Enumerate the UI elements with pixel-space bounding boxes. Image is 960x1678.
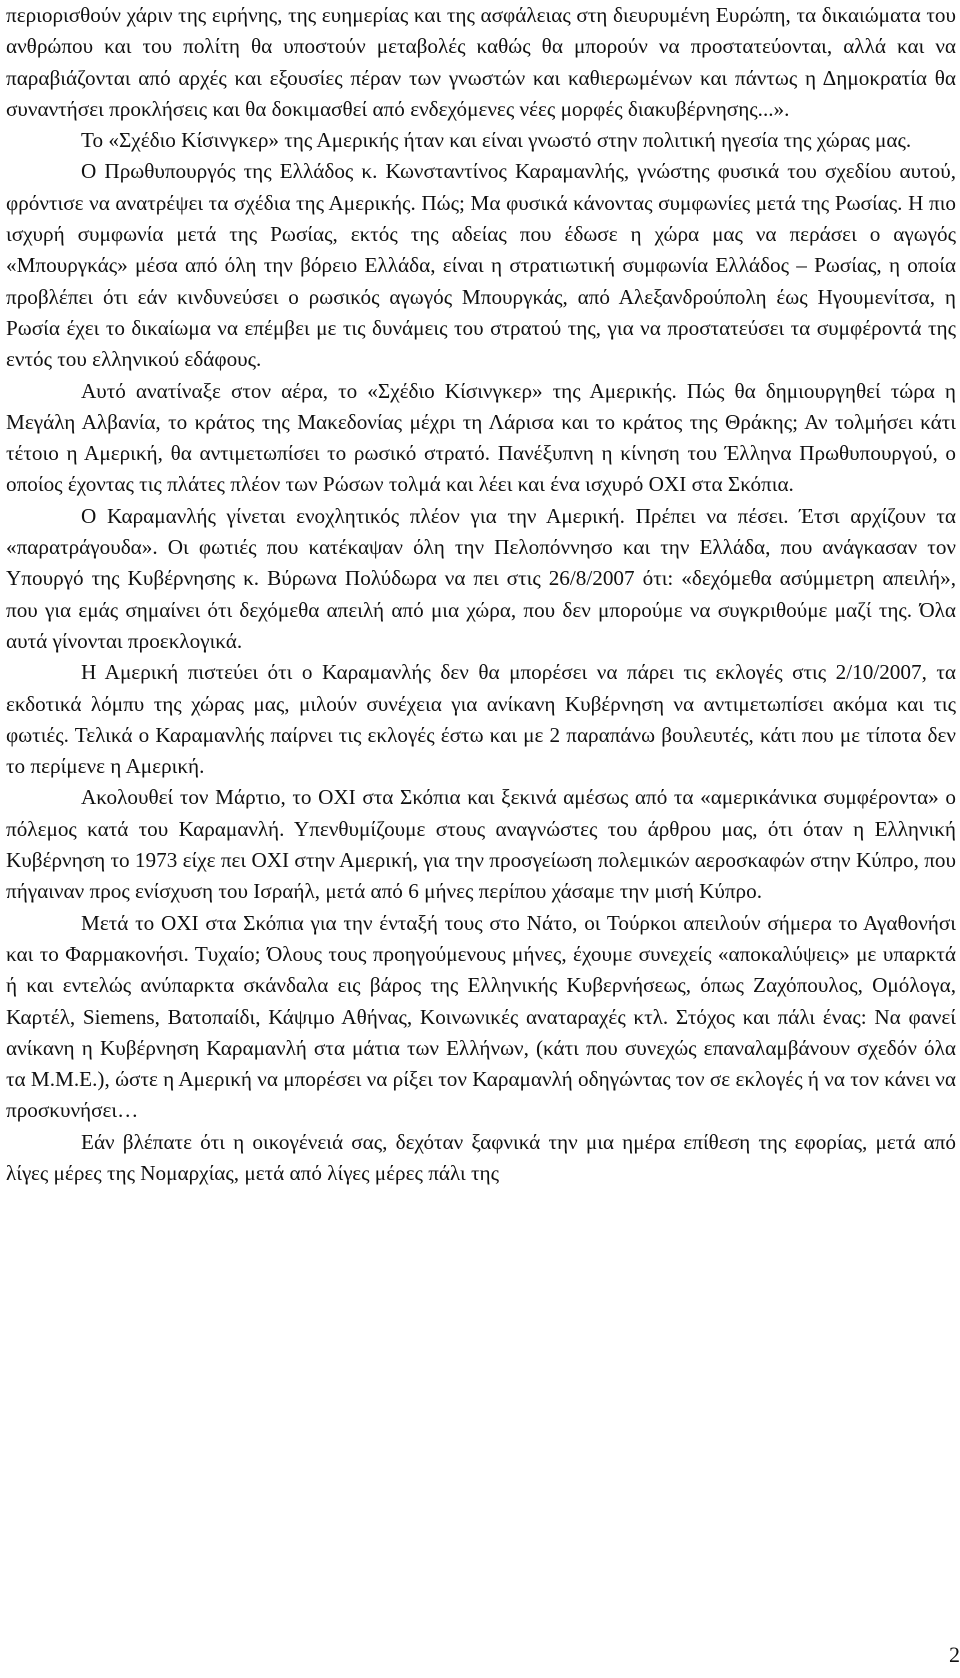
paragraph-continued: περιορισθούν χάριν της ειρήνης, της ευημερίας και της ασφάλειας στη διευρυμένη Ευρώπη, τα δικαιώματα του ανθρώπου και του πολίτη θα υποστούν μεταβολές καθώς θα μπορούν να προστατεύονται, αλλά και να παραβιάζονται από αρχές και εξουσίες πέραν των γνωστών και καθιερωμένων και πάντως η Δημοκρατία θα συναντήσει προκλήσεις και θα δοκιμασθεί από ενδεχόμενες νέες μορφές διακυβέρνησης...». (6, 3, 956, 121)
paragraph-elections: Η Αμερική πιστεύει ότι ο Καραμανλής δεν θα μπορέσει να πάρει τις εκλογές στις 2/10/2007, τα εκδοτικά λόμπυ της χώρας μας, μιλούν συνέχεια για ανίκανη Κυβέρνηση να αντιμετωπίσει ακόμα και τις φωτιές. Τελικά ο Καραμανλής παίρνει τις εκλογές έστω και με 2 παραπάνω βουλευτές, κάτι που με τίποτα δεν το περίμενε η Αμερική. (6, 660, 956, 779)
paragraph-kissinger-plan: Το «Σχέδιο Κίσινγκερ» της Αμερικής ήταν και είναι γνωστό στην πολιτική ηγεσία της χώρας μας. (81, 128, 912, 153)
paragraph-march-no: Ακολουθεί τον Μάρτιο, το ΟΧΙ στα Σκόπια και ξεκινά αμέσως από τα «αμερικάνικα συμφέροντα» ο πόλεμος κατά του Καραμανλή. Υπενθυμίζουμε στους αναγνώστες του άρθρου μας, ότι όταν η Ελληνική Κυβέρνηση το 1973 είχε πει ΟΧΙ στην Αμερική, για την προσγείωση πολεμικών αεροσκαφών στην Κύπρο, που πήγαιναν προς ενίσχυση του Ισραήλ, μετά από 6 μήνες περίπου χάσαμε την μισή Κύπρο. (6, 785, 956, 904)
paragraph-family-example: Εάν βλέπατε ότι η οικογένειά σας, δεχόταν ξαφνικά την μια ημέρα επίθεση της εφορίας, μετά από λίγες μέρες της Νομαρχίας, μετά από λίγες μέρες πάλι της (6, 1129, 956, 1185)
document-body (6, 0, 956, 1189)
paragraph-after-no: Μετά το ΟΧΙ στα Σκόπια για την ένταξή τους στο Νάτο, οι Τούρκοι απειλούν σήμερα το Αγαθονήσι και το Φαρμακονήσι. Τυχαίο; Όλους τους προηγούμενους μήνες, έχουμε συνεχείς «αποκαλύψεις» με υπαρκτά ή και εντελώς ανύπαρκτα σκάνδαλα εις βάρος της Ελληνικής Κυβερνήσεως, όπως Ζαχόπουλος, Ομόλογα, Καρτέλ, Siemens, Βατοπαίδι, Κάψιμο Αθήνας, Κοινωνικές αναταραχές κτλ. Στόχος και πάλι ένας: Να φανεί ανίκανη η Κυβέρνηση Καραμανλή στα μάτια των Ελλήνων, (κάτι που συνεχώς επαναλαμβάνουν σχεδόν όλα τα Μ.Μ.Ε.), ώστε η Αμερική να μπορέσει να ρίξει τον Καραμανλή οδηγώντας τον σε εκλογές ή να τον κάνει να προσκυνήσει… (6, 910, 956, 1123)
paragraph-prime-minister: Ο Πρωθυπουργός της Ελλάδος κ. Κωνσταντίνος Καραμανλής, γνώστης φυσικά του σχεδίου αυτού, φρόντισε να ανατρέψει τα σχέδια της Αμερικής. Πώς; Μα φυσικά κάνοντας συμφωνίες μετά της Ρωσίας. Η πιο ισχυρή συμφωνία μετά της Ρωσίας, εκτός της αδείας που έδωσε η χώρα μας να περάσει ο αγωγός «Μπουργκάς» μέσα από όλη την βόρειο Ελλάδα, είναι η στρατιωτική συμφωνία Ελλάδος – Ρωσίας, η οποία προβλέπει ότι εάν κινδυνεύσει ο ρωσικός αγωγός Μπουργκάς, από Αλεξανδρούπολη έως Ηγουμενίτσα, η Ρωσία έχει το δικαίωμα να επέμβει με τις δυνάμεις του στρατού της, για να προστατεύσει τα συμφέροντά της εντός του ελληνικού εδάφους. (6, 159, 956, 372)
paragraph-plan-blown-up: Αυτό ανατίναξε στον αέρα, το «Σχέδιο Κίσινγκερ» της Αμερικής. Πώς θα δημιουργηθεί τώρα η Μεγάλη Αλβανία, το κράτος της Μακεδονίας μέχρι τη Λάρισα και το κράτος της Θράκης; Αν τολμήσει κάτι τέτοιο η Αμερική, θα αντιμετωπίσει το ρωσικό στρατό. Πανέξυπνη η κίνηση του Έλληνα Πρωθυπουργού, ο οποίος έχοντας τις πλάτες πλέον των Ρώσων τολμά και λέει και ένα ισχυρό ΟΧΙ στα Σκόπια. (6, 378, 956, 497)
page-number: 2 (949, 1642, 960, 1667)
paragraph-karamanlis-annoying: Ο Καραμανλής γίνεται ενοχλητικός πλέον για την Αμερική. Πρέπει να πέσει. Έτσι αρχίζουν τα «παρατράγουδα». Οι φωτιές που κατέκαψαν όλη την Πελοπόννησο και την Ελλάδα, που ανάγκασαν τον Υπουργό της Κυβέρνησης κ. Βύρωνα Πολύδωρα να πει στις 26/8/2007 ότι: «δεχόμεθα ασύμμετρη απειλή», που για εμάς σημαίνει ότι δεχόμεθα απειλή από μια χώρα, που δεν μπορούμε να συγκριθούμε μαζί της. Όλα αυτά γίνονται προεκλογικά. (6, 503, 956, 653)
